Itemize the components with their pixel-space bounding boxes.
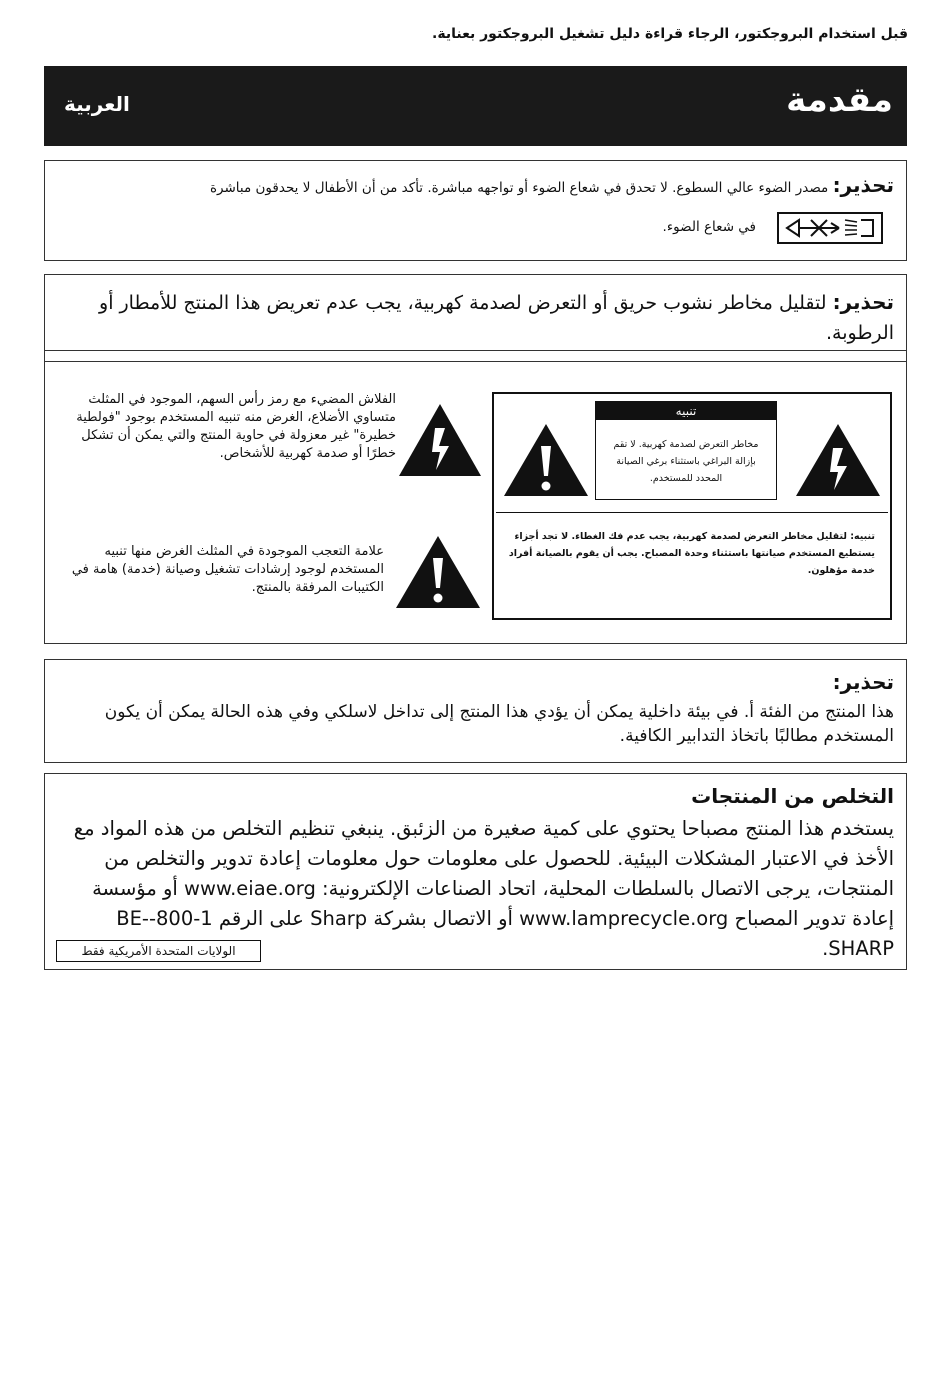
lightning-triangle-icon (395, 400, 485, 480)
page-title: مقدمة (786, 80, 893, 120)
divider (45, 361, 906, 362)
caution-text: مخاطر التعرض لصدمة كهربية. لا تقم بإزالة البراغي باستثناء برغي الصيانة المحدد للمستخدم. (613, 439, 759, 484)
usa-only-note: الولايات المتحدة الأمريكية فقط (56, 940, 261, 962)
warning-label: تحذير: (832, 173, 894, 197)
light-warning-text (64, 175, 894, 198)
caution-inner-box (595, 401, 777, 500)
interference-warning-box (44, 659, 907, 763)
warning-label: تحذير: (832, 670, 894, 694)
fire-warning-text (58, 287, 894, 348)
language-label: العربية (64, 92, 130, 116)
caution-divider (496, 512, 888, 513)
caution-header: تنبيه (596, 402, 776, 420)
light-warning-box (44, 160, 907, 261)
lightning-symbol-explanation: الفلاش المضيء مع رمز رأس السهم، الموجود في المثلث متساوي الأضلاع، الغرض منه تنبيه المستخدم بوجود "فولطية خطيرة" غير معزولة في حاوية المنتج والتي يمكن أن تشكل خطرًا أو صدمة كهربية للأشخاص. (76, 392, 396, 461)
warning-body: لتقليل مخاطر نشوب حريق أو التعرض لصدمة كهربية، يجب عدم تعريض هذا المنتج للأمطار أو الرطوبة. (99, 292, 894, 344)
exclamation-triangle-icon (392, 532, 484, 612)
disposal-text: يستخدم هذا المنتج مصباحا يحتوي على كمية صغيرة من الزئبق. ينبغي تنظيم التخلص من هذه المواد مع الأخذ في الاعتبار المشكلات البيئية. للحصول على معلومات حول معلومات إعادة تدوير والتخلص من المنتجات، يرجى الاتصال بالسلطات المحلية، اتحاد الصناعات الإلكترونية: www.eiae.org أو مؤسسة إعادة تدوير المصباح www.lamprecycle.org أو الاتصال بشركة Sharp على الرقم 1-800-BE-SHARP. (73, 817, 894, 960)
warning-body: مصدر الضوء عالي السطوع. لا تحدق في شعاع الضوء أو تواجهه مباشرة. تأكد من أن الأطفال لا يحدقون مباشرة (209, 180, 829, 196)
lightning-triangle-icon (792, 420, 884, 500)
exclamation-symbol-explanation: علامة التعجب الموجودة في المثلث الغرض منها تنبيه المستخدم لوجود إرشادات تشغيل وصيانة (خدمة) هامة في الكتيبات المرفقة بالمنتج. (71, 544, 384, 595)
header-bar (44, 66, 907, 146)
warning-label: تحذير: (832, 290, 894, 314)
light-warning-text-2: في شعاع الضوء. (662, 219, 756, 235)
no-stare-beam-icon (777, 212, 883, 244)
interference-warning-text: هذا المنتج من الفئة أ. في بيئة داخلية يمكن أن يؤدي هذا المنتج إلى تداخل لاسلكي وفي هذه الحالة يمكن أن يكون المستخدم مطالبًا باتخاذ التدابير الكافية. (104, 702, 894, 746)
exclamation-triangle-icon (500, 420, 592, 500)
top-note: قبل استخدام البروجكتور، الرجاء قراءة دليل تشغيل البروجكتور بعناية. (432, 26, 908, 42)
divider (45, 350, 906, 351)
disposal-title: التخلص من المنتجات (691, 784, 894, 808)
caution-bottom-text: تنبيه: لتقليل مخاطر التعرض لصدمة كهربية، يجب عدم فك الغطاء. لا تجد أجزاء يستطيع المستخدم صيانتها باستثناء وحدة المصباح. يجب أن يقوم بالصيانة أفراد خدمة مؤهلون. (508, 531, 875, 576)
